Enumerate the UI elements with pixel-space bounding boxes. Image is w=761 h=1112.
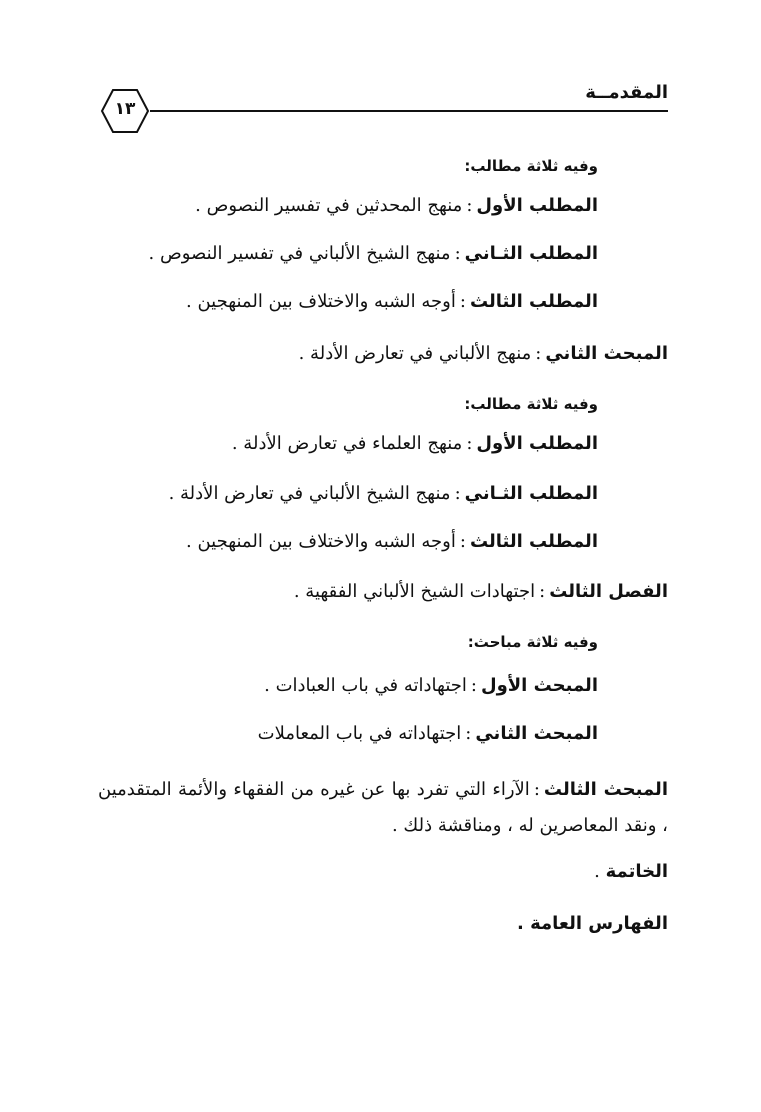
page-number: ١٣ [114,99,136,119]
toc-text: اجتهاداته في باب المعاملات [257,723,462,744]
toc-line: المبحث الثاني:اجتهاداته في باب المعاملات [257,723,598,744]
header-rule [150,110,668,112]
toc-label: المطلب الثالث [469,531,598,552]
toc-line: الفصل الثالث:اجتهادات الشيخ الألباني الفقهية . [293,581,668,602]
toc-text: منهج الشيخ الألباني في تعارض الأدلة . [168,483,451,504]
toc-line-wrapped: المبحث الثالث:الآراء التي تفرد بها عن غيره من الفقهاء والأئمة المتقدمين ، ونقد المعاصرين له ، ومناقشة ذلك . [98,779,668,836]
toc-line-intro: وفيه ثلاثة مطالب: [464,157,598,175]
toc-text: الآراء التي تفرد بها عن غيره من الفقهاء والأئمة المتقدمين ، ونقد المعاصرين له ، ومناقشة ذلك . [98,779,668,836]
toc-label: المبحث الأول [480,675,598,696]
toc-text: أوجه الشبه والاختلاف بين المنهجين . [186,291,456,312]
toc-line: المطلب الثالث:أوجه الشبه والاختلاف بين المنهجين . [186,531,598,552]
running-title: المقدمــة [585,82,668,103]
toc-text: الفهارس العامة . [516,913,668,934]
toc-label: المطلب الثـاني [464,483,598,504]
toc-line-intro: وفيه ثلاثة مطالب: [464,395,598,413]
toc-line: المطلب الثـاني:منهج الشيخ الألباني في تعارض الأدلة . [168,483,598,504]
toc-label: المبحث الثاني [545,343,668,364]
toc-line: المطلب الأول:منهج العلماء في تعارض الأدلة . [231,433,598,454]
toc-text: اجتهاداته في باب العبادات . [264,675,467,696]
toc-line: المطلب الأول:منهج المحدثين في تفسير النصوص . [195,195,598,216]
toc-label: المطلب الثـاني [464,243,598,264]
toc-text: أوجه الشبه والاختلاف بين المنهجين . [186,531,456,552]
toc-label: المبحث الثاني [475,723,598,744]
toc-label: الفصل الثالث [549,581,668,602]
toc-label: المطلب الأول [476,433,598,454]
toc-line: المطلب الثـاني:منهج الشيخ الألباني في تفسير النصوص . [148,243,598,264]
toc-text: منهج العلماء في تعارض الأدلة . [231,433,463,454]
toc-line: المطلب الثالث:أوجه الشبه والاختلاف بين المنهجين . [186,291,598,312]
toc-text: منهج المحدثين في تفسير النصوص . [195,195,463,216]
toc-text: منهج الشيخ الألباني في تفسير النصوص . [148,243,451,264]
toc-label: الخاتمة [605,861,668,882]
toc-label: المطلب الأول [476,195,598,216]
toc-text: اجتهادات الشيخ الألباني الفقهية . [293,581,536,602]
toc-line [517,910,668,938]
toc-label: المبحث الثالث [543,779,668,800]
toc-text: منهج الألباني في تعارض الأدلة . [298,343,532,364]
toc-line: المبحث الأول:اجتهاداته في باب العبادات . [264,675,598,696]
toc-line: المبحث الثاني:منهج الألباني في تعارض الأدلة . [298,343,668,364]
toc-line: الخاتمة . [594,861,668,882]
toc-line-intro: وفيه ثلاثة مباحث: [467,633,598,651]
toc-label: المطلب الثالث [469,291,598,312]
page-header [100,76,668,126]
